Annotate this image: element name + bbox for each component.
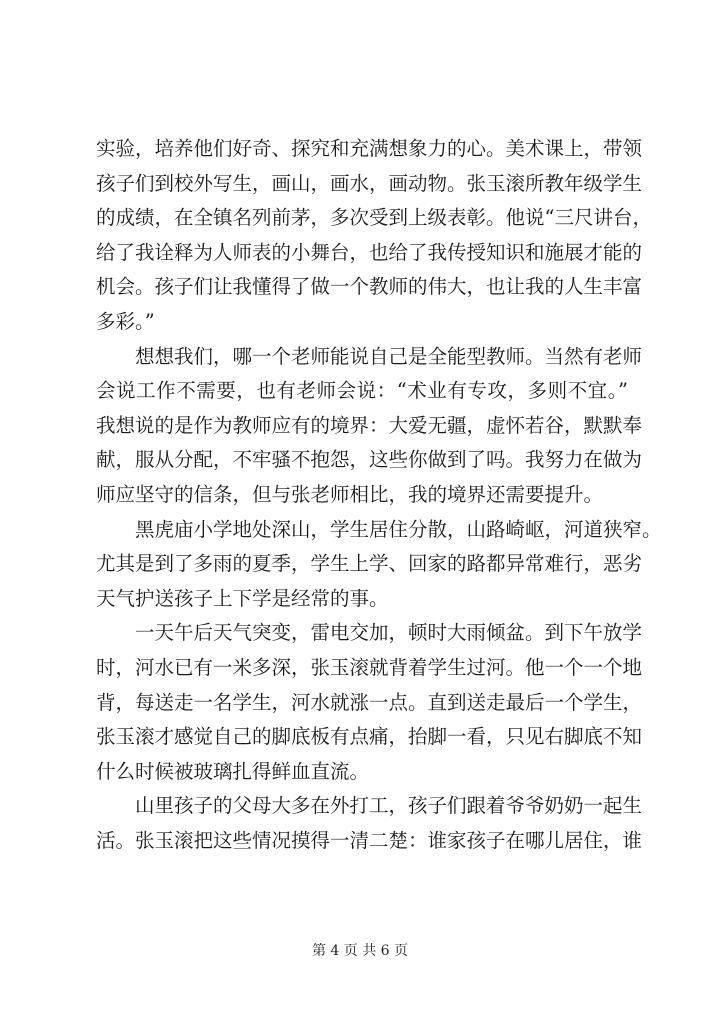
text-line: 想想我们，哪一个老师能说自己是全能型教师。当然有老师 [135, 344, 643, 368]
page-footer [0, 940, 720, 960]
text-line: 实验，培养他们好奇、探究和充满想象力的心。美术课上，带领 [96, 137, 643, 160]
paragraph [96, 513, 662, 617]
text-line: 天气护送孩子上下学是经常的事。 [96, 586, 389, 610]
paragraph [96, 789, 643, 858]
text-line: 背，每送走一名学生，河水就涨一点。直到送走最后一个学生， [96, 690, 643, 714]
paragraph [96, 340, 643, 513]
text-line: 孩子们到校外写生，画山，画水，画动物。张玉滚所教年级学生 [96, 171, 643, 195]
text-line: 我想说的是作为教师应有的境界：大爱无疆，虚怀若谷，默默奉 [96, 413, 643, 437]
text-line: 多彩。” [96, 309, 155, 333]
text-line: 一天午后天气突变，雷电交加，顿时大雨倾盆。到下午放学 [135, 621, 643, 645]
text-line: 张玉滚才感觉自己的脚底板有点痛，抬脚一看，只见右脚底不知 [96, 725, 643, 749]
text-line: 师应坚守的信条，但与张老师相比，我的境界还需要提升。 [96, 482, 604, 506]
text-line: 给了我诠释为人师表的小舞台，也给了我传授知识和施展才能的 [96, 240, 643, 264]
paragraph [96, 616, 643, 789]
text-line: 黑虎庙小学地处深山，学生居住分散，山路崎岖，河道狭窄。 [135, 517, 662, 541]
text-line: 时，河水已有一米多深，张玉滚就背着学生过河。他一个一个地 [96, 655, 643, 679]
text-line: 献，服从分配，不牢骚不抱怨，这些你做到了吗。我努力在做为 [96, 448, 643, 472]
text-line: 会说工作不需要，也有老师会说：“术业有专攻，多则不宜。” [96, 379, 628, 403]
text-line: 的成绩，在全镇名列前茅，多次受到上级表彰。他说“三尺讲台， [96, 206, 652, 230]
page-number-label: 第 4 页 共 6 页 [311, 943, 409, 959]
text-line: 尤其是到了多雨的夏季，学生上学、回家的路都异常难行，恶劣 [96, 552, 643, 576]
text-line: 机会。孩子们让我懂得了做一个教师的伟大，也让我的人生丰富 [96, 275, 643, 299]
body-text [96, 132, 662, 858]
text-line: 什么时候被玻璃扎得鲜血直流。 [96, 759, 370, 783]
text-line: 活。张玉滚把这些情况摸得一清二楚：谁家孩子在哪儿居住，谁 [96, 828, 643, 852]
paragraph [96, 132, 652, 340]
text-line: 山里孩子的父母大多在外打工，孩子们跟着爷爷奶奶一起生 [135, 794, 643, 818]
